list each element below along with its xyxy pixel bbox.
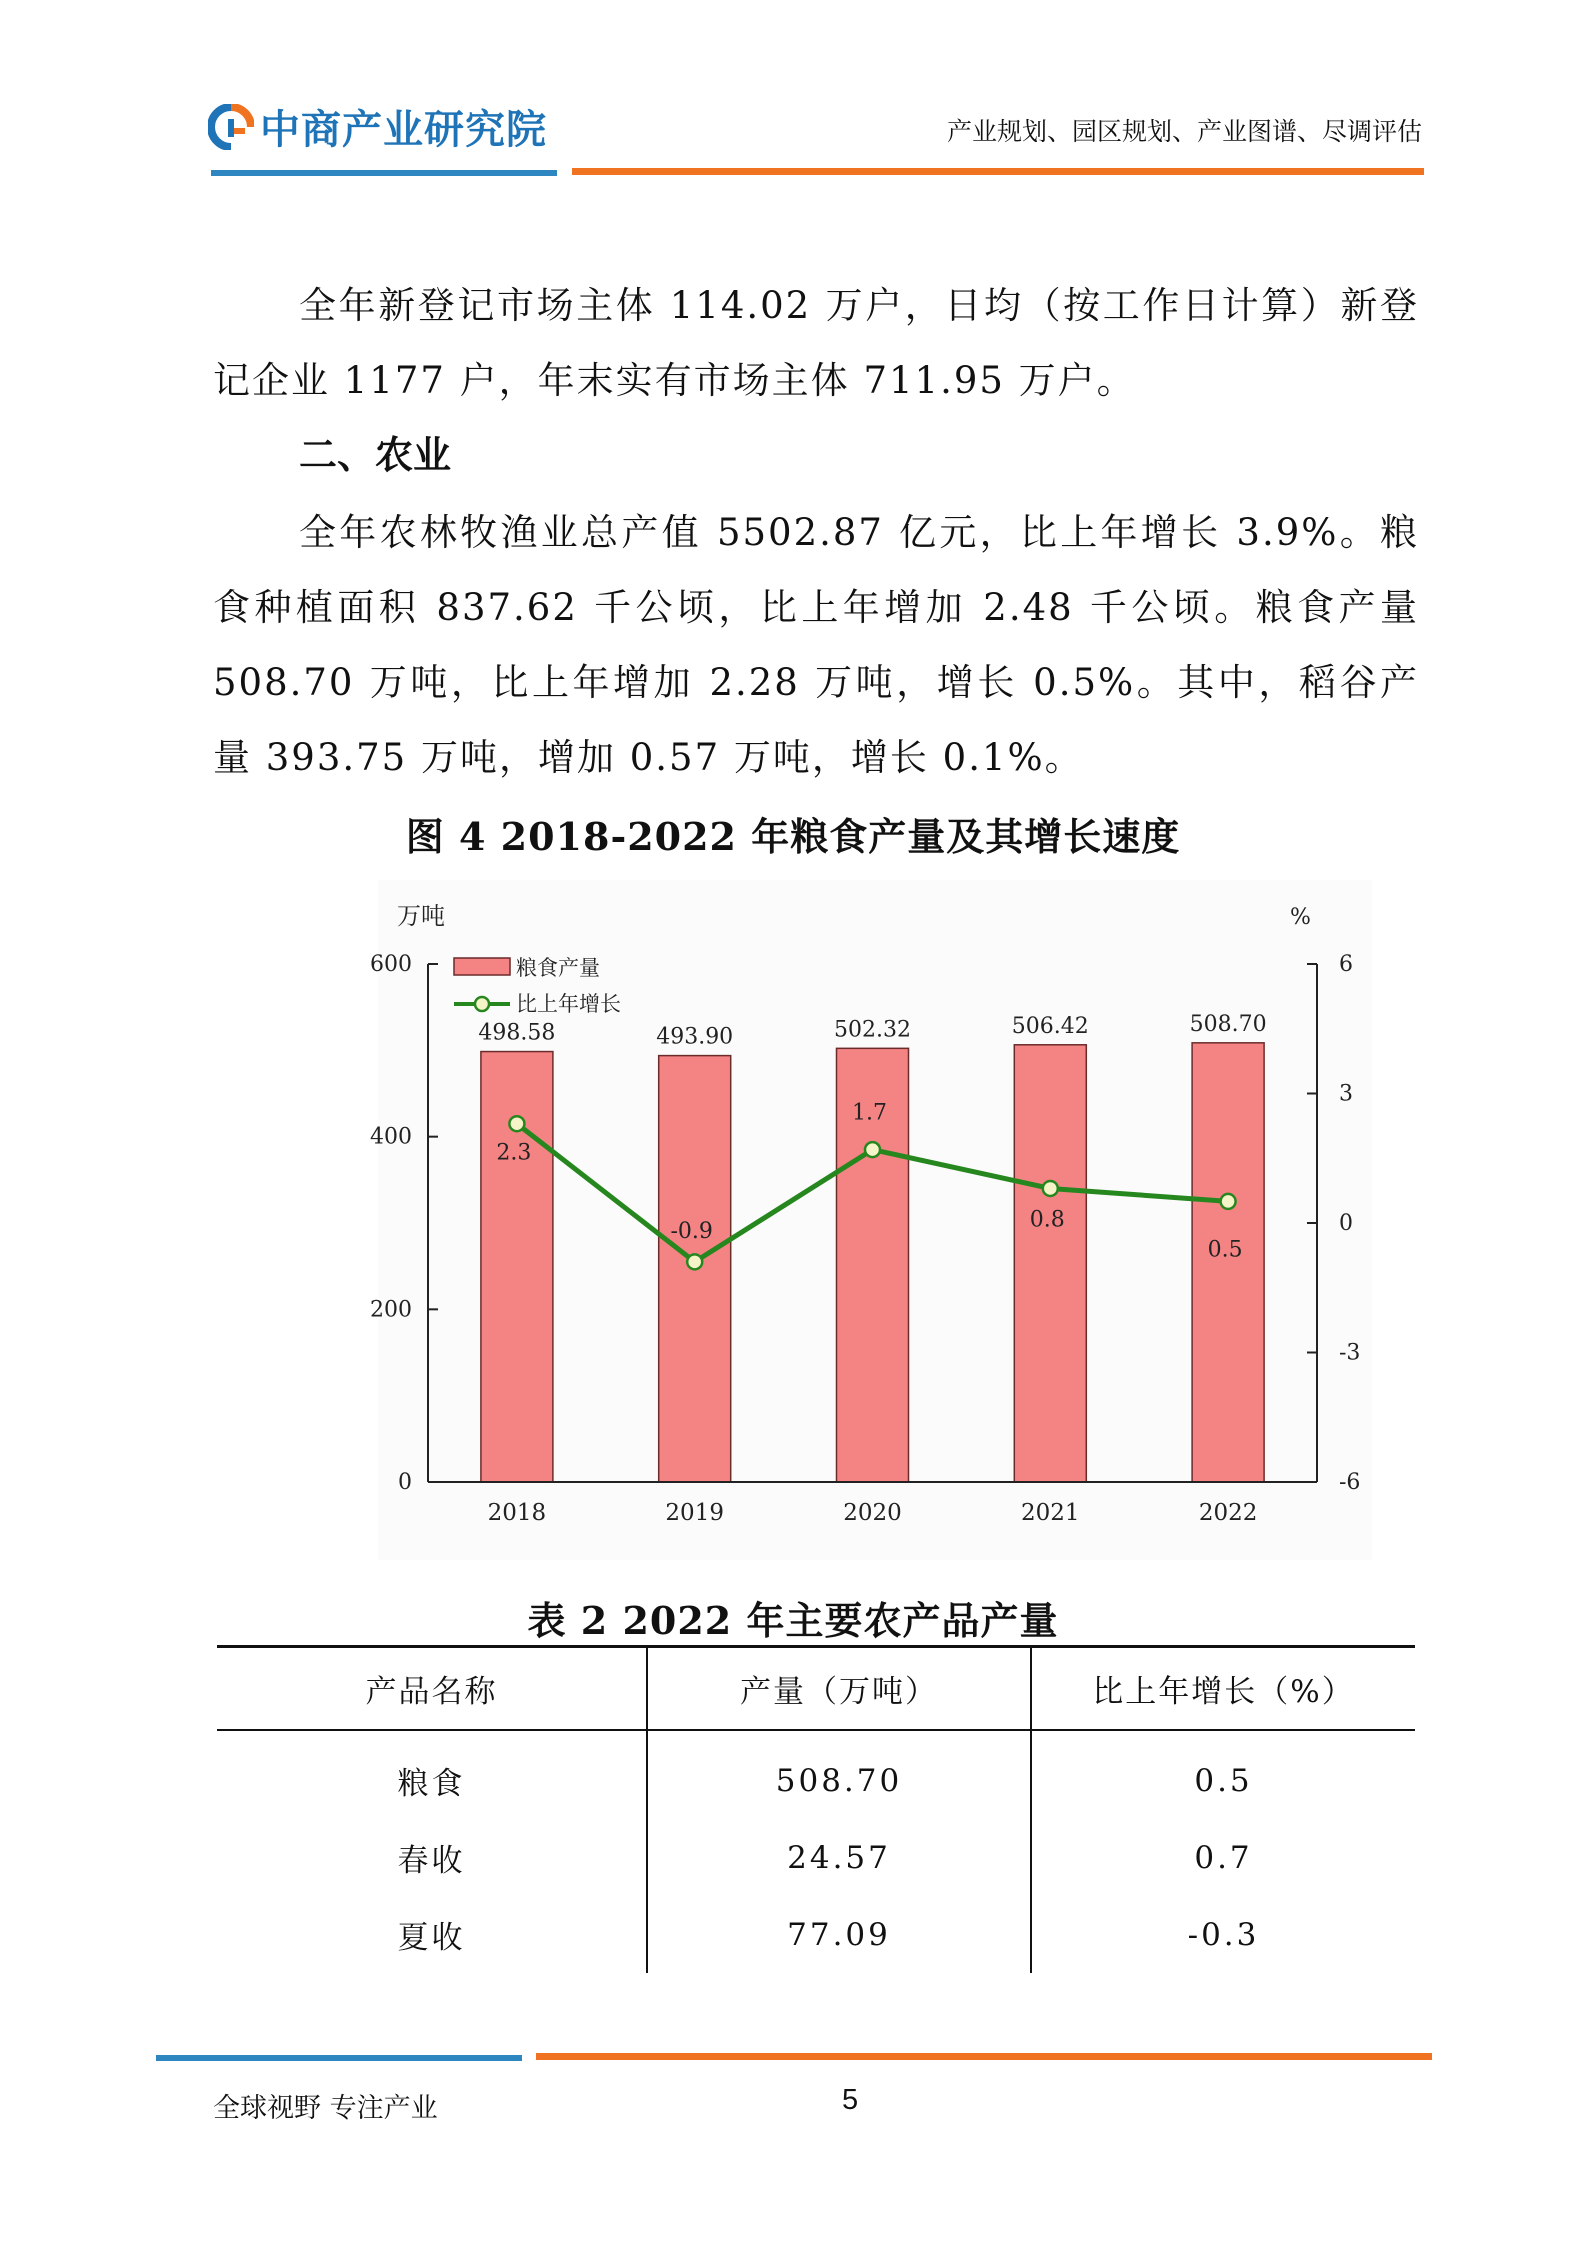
- cell-output: 508.70: [647, 1730, 1031, 1819]
- x-tick-label: 2019: [665, 1500, 724, 1526]
- left-tick-label: 200: [370, 1297, 412, 1323]
- page-number: 5: [842, 2084, 859, 2116]
- growth-point-2019: [687, 1254, 702, 1269]
- cell-growth: -0.3: [1031, 1896, 1415, 1973]
- bar-label-2020: 502.32: [834, 1017, 911, 1043]
- intro-paragraph: 全年新登记市场主体 114.02 万户，日均（按工作日计算）新登记企业 1177 户，年末实有市场主体 711.95 万户。: [213, 284, 1419, 402]
- cell-product: 夏收: [397, 1920, 466, 1956]
- right-tick-label: -3: [1339, 1340, 1361, 1366]
- footer-rule-orange: [536, 2053, 1432, 2060]
- footer-rule-blue: [156, 2055, 522, 2061]
- left-tick-label: 0: [398, 1470, 412, 1495]
- header-tagline: 产业规划、园区规划、产业图谱、尽调评估: [946, 117, 1422, 146]
- legend-bar-label: 粮食产量: [516, 956, 600, 980]
- header-output: 产量（万吨）: [647, 1647, 1031, 1731]
- left-tick-label: 400: [370, 1124, 412, 1150]
- header-product: 产品名称: [217, 1647, 647, 1731]
- cell-growth: 0.7: [1031, 1819, 1415, 1896]
- table-header-row: [217, 1647, 1415, 1731]
- legend-bar-swatch: [454, 958, 510, 975]
- bar-2021: [1014, 1045, 1086, 1482]
- table-row: [217, 1896, 1415, 1973]
- right-tick-label: 6: [1339, 952, 1353, 977]
- growth-label-2021: 0.8: [1029, 1207, 1065, 1233]
- footer-slogan: 全球视野 专注产业: [213, 2093, 438, 2124]
- x-tick-label: 2021: [1021, 1500, 1080, 1526]
- cell-growth: 0.5: [1031, 1730, 1415, 1819]
- growth-label-2022: 0.5: [1207, 1237, 1243, 1263]
- agri-products-table: [217, 1645, 1415, 1973]
- bar-label-2022: 508.70: [1189, 1011, 1267, 1037]
- logo-text: 中商产业研究院: [260, 107, 547, 153]
- table-title: 表 2 2022 年主要农产品产量: [527, 1598, 1059, 1643]
- cell-output: 77.09: [647, 1896, 1031, 1973]
- growth-point-2020: [865, 1142, 880, 1157]
- right-tick-label: 0: [1339, 1211, 1353, 1236]
- legend-line-marker: [475, 997, 489, 1011]
- right-tick-label: -6: [1339, 1470, 1361, 1495]
- x-tick-label: 2022: [1198, 1500, 1258, 1526]
- growth-label-2019: -0.9: [670, 1218, 713, 1244]
- x-tick-label: 2018: [487, 1500, 547, 1526]
- growth-point-2022: [1221, 1194, 1236, 1209]
- header-growth: 比上年增长（%）: [1031, 1647, 1415, 1731]
- right-axis-unit: %: [1290, 905, 1311, 930]
- left-tick-label: 600: [370, 952, 412, 977]
- cell-output: 24.57: [647, 1819, 1031, 1896]
- bar-label-2019: 493.90: [656, 1024, 734, 1050]
- legend-line-label: 比上年增长: [516, 992, 621, 1016]
- section-heading: 二、农业: [299, 432, 452, 477]
- right-tick-label: 3: [1339, 1081, 1353, 1107]
- growth-label-2018: 2.3: [496, 1140, 532, 1166]
- agri-paragraph: 全年农林牧渔业总产值 5502.87 亿元，比上年增长 3.9%。粮食种植面积 837.62 千公顷，比上年增加 2.48 千公顷。粮食产量 508.70 万吨，比上年增加 2.28 万吨，增长 0.5%。其中，稻谷产量 393.75 万吨，增加 0.57 万吨，增长 0.1%。: [213, 511, 1419, 779]
- growth-point-2018: [509, 1116, 524, 1131]
- bar-label-2021: 506.42: [1011, 1013, 1089, 1039]
- growth-label-2020: 1.7: [852, 1100, 887, 1126]
- left-axis-unit: 万吨: [397, 902, 445, 930]
- x-tick-label: 2020: [843, 1500, 902, 1526]
- table-row: [217, 1730, 1415, 1819]
- figure-title: 图 4 2018-2022 年粮食产量及其增长速度: [405, 814, 1181, 859]
- cell-product: 粮食: [397, 1766, 466, 1802]
- table-row: [217, 1819, 1415, 1896]
- bar-label-2018: 498.58: [478, 1020, 556, 1046]
- cell-product: 春收: [397, 1843, 466, 1879]
- growth-point-2021: [1043, 1181, 1058, 1196]
